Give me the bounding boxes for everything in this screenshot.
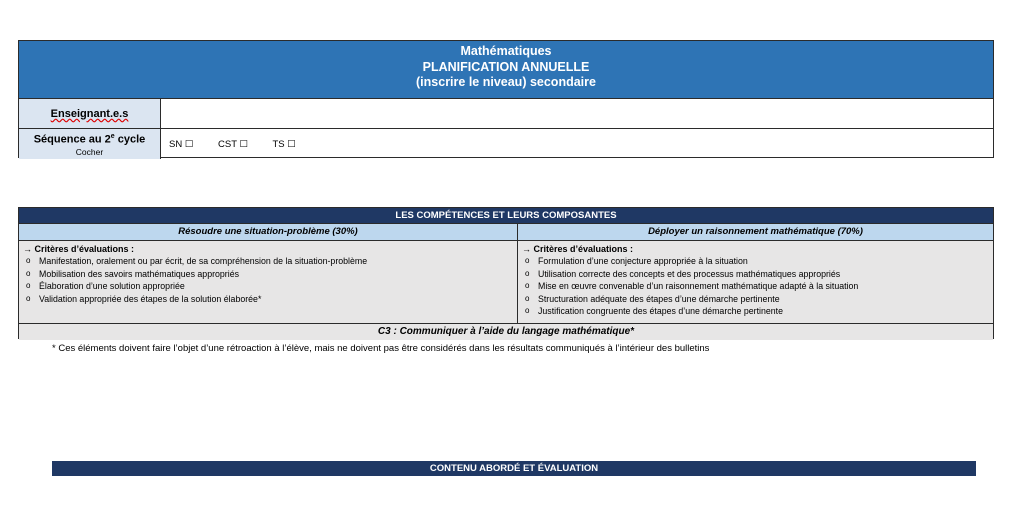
competence-1-list — [23, 255, 517, 305]
footnote: * Ces éléments doivent faire l’objet d’une rétroaction à l’élève, mais ne doivent pas être considérés dans les résultats communiqués à l’intérieur des bulletins — [52, 343, 710, 354]
list-item: o Formulation d’une conjecture appropriée à la situation — [525, 256, 748, 266]
list-item: o Élaboration d’une solution appropriée — [26, 281, 185, 292]
plan-title: PLANIFICATION ANNUELLE — [422, 59, 590, 74]
sequence-options — [169, 139, 318, 150]
planning-header-table — [18, 40, 994, 158]
bullet-icon: o — [525, 281, 530, 291]
contenu-title-bar: CONTENU ABORDÉ ET ÉVALUATION — [52, 461, 976, 476]
bullet-icon: o — [525, 293, 530, 303]
teacher-row — [19, 98, 993, 129]
competence-3-row: C3 : Communiquer à l’aide du langage mathématique* — [19, 323, 993, 340]
teacher-label: Enseignant.e.s — [50, 108, 129, 120]
list-item: o Structuration adéquate des étapes d’une démarche pertinente — [525, 293, 780, 304]
competence-2-body — [518, 240, 993, 323]
level-title[interactable]: (inscrire le niveau) secondaire — [416, 75, 596, 89]
criteria-label: → Critères d’évaluations : — [23, 244, 135, 254]
bullet-icon: o — [26, 281, 31, 291]
sequence-label-cell — [19, 129, 161, 159]
list-item: o Mobilisation des savoirs mathématiques appropriés — [26, 268, 239, 279]
header-title-block — [19, 41, 993, 98]
sequence-label: Séquence au 2e cycle — [33, 133, 146, 146]
bullet-icon: o — [525, 256, 530, 265]
competence-1-body — [19, 240, 518, 323]
option-sn-checkbox[interactable]: SN ☐ — [169, 139, 194, 150]
bullet-icon: o — [26, 256, 31, 265]
list-item: o Utilisation correcte des concepts et des processus mathématiques appropriés — [525, 268, 841, 279]
subject-title: Mathématiques — [460, 44, 552, 58]
bullet-icon: o — [525, 306, 530, 316]
competence-1-title: Résoudre une situation-problème (30%) — [19, 223, 518, 240]
list-item: o Mise en œuvre convenable d’un raisonnement mathématique adapté à la situation — [525, 281, 859, 292]
competence-2-title: Déployer un raisonnement mathématique (70%) — [518, 223, 993, 240]
option-cst-checkbox[interactable]: CST ☐ — [218, 139, 248, 150]
bullet-icon: o — [26, 293, 31, 303]
option-ts-checkbox[interactable]: TS ☐ — [272, 139, 296, 150]
list-item: o Justification congruente des étapes d’une démarche pertinente — [525, 306, 784, 317]
teacher-value-cell[interactable] — [161, 99, 993, 129]
sequence-sublabel: Cocher — [75, 146, 104, 157]
sequence-row — [19, 128, 993, 159]
bullet-icon: o — [26, 268, 31, 278]
competences-title: LES COMPÉTENCES ET LEURS COMPOSANTES — [19, 208, 993, 223]
bullet-icon: o — [525, 268, 530, 278]
criteria-label: → Critères d’évaluations : — [522, 244, 634, 254]
list-item: o Manifestation, oralement ou par écrit, de sa compréhension de la situation-problème — [26, 256, 368, 266]
teacher-label-cell — [19, 99, 161, 129]
list-item: o Validation appropriée des étapes de la solution élaborée* — [26, 293, 262, 304]
competences-table — [18, 207, 994, 339]
competence-2-list — [522, 255, 993, 318]
